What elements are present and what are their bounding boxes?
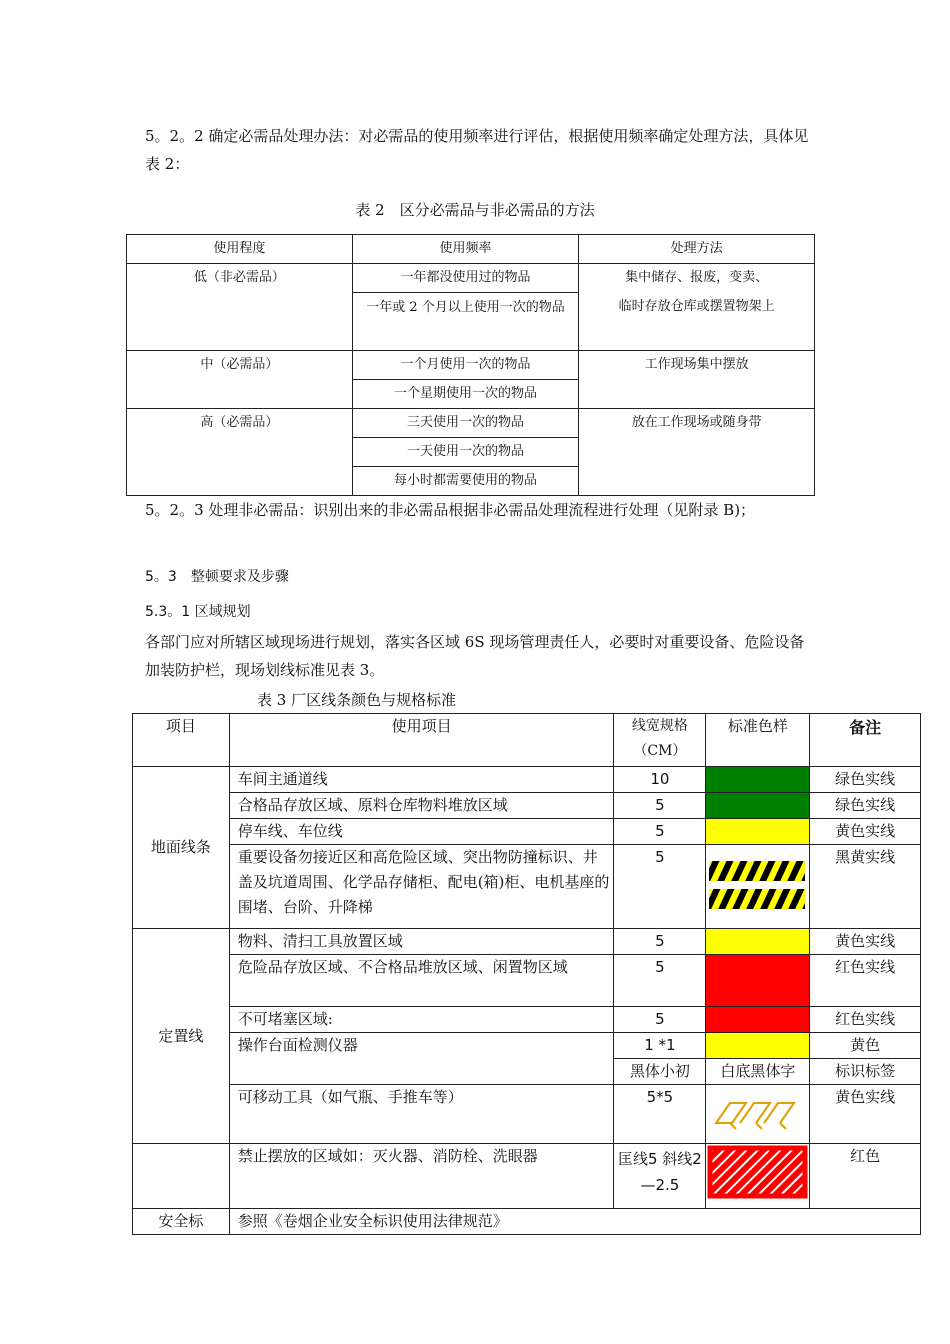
t3-width-cell: 5*5 bbox=[614, 1085, 706, 1144]
t3-swatch-cell bbox=[706, 929, 810, 955]
t3-header-note: 备注 bbox=[810, 714, 921, 767]
t2-level-low: 低（非必需品） bbox=[127, 264, 353, 351]
t3-swatch-cell bbox=[706, 1033, 810, 1059]
t3-header-width: 线宽规格（CM） bbox=[614, 714, 706, 767]
red-hatched-swatch bbox=[706, 1144, 809, 1200]
t3-width-cell: 5 bbox=[614, 819, 706, 845]
paragraph-5-3-1: 各部门应对所辖区域现场进行规划，落实各区域 6S 现场管理责任人，必要时对重要设备、危险设备加装防护栏，现场划线标准见表 3。 bbox=[145, 633, 805, 679]
t3-width-cell: 10 bbox=[614, 767, 706, 793]
t2-method-cell: 放在工作现场或随身带 bbox=[579, 409, 815, 496]
yellow-swatch bbox=[706, 929, 809, 954]
t3-swatch-cell bbox=[706, 955, 810, 1007]
t3-group-floor-lines: 地面线条 bbox=[133, 767, 230, 929]
table-2 bbox=[126, 234, 815, 496]
t3-note-cell: 黄色实线 bbox=[810, 1085, 921, 1144]
green-swatch bbox=[706, 793, 809, 818]
t3-usage-cell: 操作台面检测仪器 bbox=[229, 1033, 614, 1085]
t3-note-cell: 黑黄实线 bbox=[810, 845, 921, 929]
t3-item-safety: 安全标 bbox=[133, 1209, 230, 1235]
table3-caption: 表 3 厂区线条颜色与规格标准 bbox=[257, 691, 457, 709]
t3-width-cell: 匡线5 斜线2—2.5 bbox=[614, 1144, 706, 1209]
paragraph-5-2-2: 5。2。2 确定必需品处理办法：对必需品的使用频率进行评估，根据使用频率确定处理方法，具体见表 2： bbox=[145, 127, 809, 173]
t2-freq-cell: 每小时都需要使用的物品 bbox=[352, 467, 579, 496]
t3-width-cell: 5 bbox=[614, 955, 706, 1007]
t3-header-item: 项目 bbox=[133, 714, 230, 767]
yellow-swatch bbox=[706, 1033, 809, 1058]
t3-usage-cell: 禁止摆放的区域如：灭火器、消防栓、洗眼器 bbox=[229, 1144, 614, 1209]
t2-header-freq: 使用频率 bbox=[352, 235, 579, 264]
t3-width-cell: 黑体小初 bbox=[614, 1059, 706, 1085]
red-swatch bbox=[706, 1007, 809, 1032]
t3-usage-cell: 危险品存放区域、不合格品堆放区域、闲置物区域 bbox=[229, 955, 614, 1007]
t2-method-cell: 集中储存、报废，变卖、 bbox=[579, 264, 815, 293]
black-yellow-stripe-swatch bbox=[706, 845, 809, 920]
t3-width-cell: 1 *1 bbox=[614, 1033, 706, 1059]
t3-note-cell: 黄色实线 bbox=[810, 819, 921, 845]
t3-header-usage: 使用项目 bbox=[229, 714, 614, 767]
t3-usage-cell: 物料、清扫工具放置区域 bbox=[229, 929, 614, 955]
t3-width-cell: 5 bbox=[614, 1007, 706, 1033]
t2-header-level: 使用程度 bbox=[127, 235, 353, 264]
yellow-swatch bbox=[706, 819, 809, 844]
t3-swatch-cell bbox=[706, 793, 810, 819]
t3-usage-cell: 重要设备勿接近区和高危险区域、突出物防撞标识、井盖及坑道周围、化学品存储柜、配电(箱)柜、电机基座的围堵、台阶、升降梯 bbox=[229, 845, 614, 929]
t3-note-cell: 红色实线 bbox=[810, 955, 921, 1007]
t3-swatch-cell bbox=[706, 1144, 810, 1209]
heading-5-3: 5。3 整顿要求及步骤 bbox=[145, 569, 289, 585]
t2-method-cell: 工作现场集中摆放 bbox=[579, 351, 815, 409]
yellow-corner-markers-swatch bbox=[706, 1085, 809, 1135]
t2-method-cell: 临时存放仓库或摆置物架上 bbox=[579, 293, 815, 351]
t3-swatch-cell bbox=[706, 767, 810, 793]
t3-swatch-cell bbox=[706, 819, 810, 845]
t2-freq-cell: 三天使用一次的物品 bbox=[352, 409, 579, 438]
t3-usage-cell: 合格品存放区域、原料仓库物料堆放区域 bbox=[229, 793, 614, 819]
t3-swatch-label: 白底黑体字 bbox=[706, 1059, 810, 1085]
t2-level-high: 高（必需品） bbox=[127, 409, 353, 496]
t3-width-cell: 5 bbox=[614, 929, 706, 955]
green-swatch bbox=[706, 767, 809, 792]
t3-swatch-cell bbox=[706, 845, 810, 929]
t3-group-placement-lines: 定置线 bbox=[133, 929, 230, 1144]
t2-freq-cell: 一天使用一次的物品 bbox=[352, 438, 579, 467]
t3-usage-safety: 参照《卷烟企业安全标识使用法律规范》 bbox=[229, 1209, 920, 1235]
t3-note-cell: 黄色实线 bbox=[810, 929, 921, 955]
t2-header-method: 处理方法 bbox=[579, 235, 815, 264]
t3-swatch-cell bbox=[706, 1085, 810, 1144]
t2-freq-cell: 一个星期使用一次的物品 bbox=[352, 380, 579, 409]
t3-swatch-cell bbox=[706, 1007, 810, 1033]
t3-usage-cell: 车间主通道线 bbox=[229, 767, 614, 793]
t3-note-cell: 红色 bbox=[810, 1144, 921, 1209]
t3-width-cell: 5 bbox=[614, 793, 706, 819]
table-3 bbox=[132, 713, 921, 1235]
t2-freq-cell: 一年都没使用过的物品 bbox=[352, 264, 579, 293]
t3-width-cell: 5 bbox=[614, 845, 706, 929]
t3-note-cell: 黄色 bbox=[810, 1033, 921, 1059]
t3-usage-cell: 不可堵塞区域: bbox=[229, 1007, 614, 1033]
paragraph-5-2-3: 5。2。3 处理非必需品：识别出来的非必需品根据非必需品处理流程进行处理（见附录 B)； bbox=[145, 501, 756, 519]
t3-item-empty bbox=[133, 1144, 230, 1209]
t3-note-cell: 绿色实线 bbox=[810, 793, 921, 819]
t2-freq-cell: 一个月使用一次的物品 bbox=[352, 351, 579, 380]
t2-level-mid: 中（必需品） bbox=[127, 351, 353, 409]
red-swatch bbox=[706, 955, 809, 1006]
t3-header-swatch: 标准色样 bbox=[706, 714, 810, 767]
table2-caption: 表 2 区分必需品与非必需品的方法 bbox=[355, 201, 595, 219]
t3-note-cell: 绿色实线 bbox=[810, 767, 921, 793]
t3-note-cell: 红色实线 bbox=[810, 1007, 921, 1033]
t3-usage-cell: 可移动工具（如气瓶、手推车等） bbox=[229, 1085, 614, 1144]
t3-usage-cell: 停车线、车位线 bbox=[229, 819, 614, 845]
t2-freq-cell: 一年或 2 个月以上使用一次的物品 bbox=[352, 293, 579, 351]
heading-5-3-1: 5.3。1 区域规划 bbox=[145, 604, 251, 620]
t3-note-cell: 标识标签 bbox=[810, 1059, 921, 1085]
